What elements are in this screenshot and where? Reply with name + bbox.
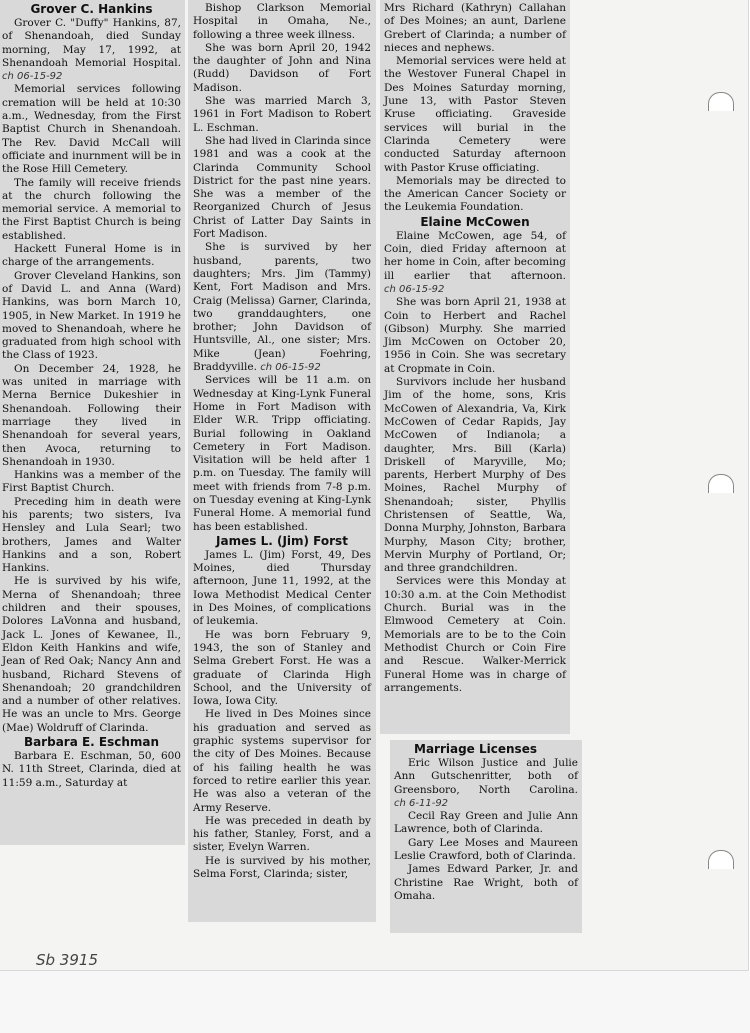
article-paragraph: Mrs Richard (Kathryn) Callahan of Des Moines; an aunt, Darlene Grebert of Clarinda; a number of nieces and nephews. <box>384 2 566 54</box>
handwritten-shelf-mark: Sb 3915 <box>36 951 98 969</box>
obituary-heading: James L. (Jim) Forst <box>216 533 348 548</box>
handwritten-date: ch 06-15-92 <box>2 71 63 83</box>
article-paragraph: He is survived by his mother, Selma Forst, Clarinda; sister, <box>193 854 371 880</box>
license-entry: James Edward Parker, Jr. and Christine Rae Wright, both of Omaha. <box>394 863 578 902</box>
article-paragraph: Grover C. "Duffy" Hankins, 87, of Shenandoah, died Sunday morning, May 17, 1992, at Shenandoah Memorial Hospital. ch 06-15-92 <box>2 17 181 83</box>
obituary-heading: Elaine McCowen <box>420 214 530 229</box>
article-paragraph: He lived in Des Moines since his graduation and served as graphic systems supervisor for the city of Des Moines. Because of his failing health he was forced to retire earlier this year. He was also a veteran of the Army Reserve. <box>193 708 371 814</box>
article-paragraph: Memorial services were held at the Westover Funeral Chapel in Des Moines Saturday morning, June 13, with Pastor Steven Kruse officiating. Graveside services will burial in the Clarinda Cemetery were conducted Saturday afternoon with Pastor Kruse officiating. <box>384 55 566 174</box>
article-paragraph: He was preceded in death by his father, Stanley, Forst, and a sister, Evelyn Warren. <box>193 814 371 854</box>
article-paragraph: Hankins was a member of the First Baptist Church. <box>2 469 181 495</box>
punch-hole <box>708 474 734 493</box>
article-paragraph: She was born April 21, 1938 at Coin to Herbert and Rachel (Gibson) Murphy. She married Jim McCowen on October 20, 1956 in Coin. She was secretary at Cropmate in Coin. <box>384 296 566 375</box>
handwritten-date: ch 06-15-92 <box>260 362 321 374</box>
obituary-heading: Grover C. Hankins <box>30 2 153 16</box>
article-paragraph: She was born April 20, 1942 the daughter of John and Nina (Rudd) Davidson of Fort Madison. <box>193 41 371 94</box>
article-paragraph: James L. (Jim) Forst, 49, Des Moines, died Thursday afternoon, June 11, 1992, at the Iowa Methodist Medical Center in Des Moines, of complications of leukemia. <box>193 548 371 628</box>
article-paragraph: Services will be 11 a.m. on Wednesday at King-Lynk Funeral Home in Fort Madison with Elder W.R. Tripp officiating. Burial following in Oakland Cemetery in Fort Madison. Visitation will be held after 1 p.m. on Tuesday. The family will meet with friends from 7-8 p.m. on Tuesday evening at King-Lynk Funeral Home. A memorial fund has been established. <box>193 374 371 533</box>
article-paragraph: The family will receive friends at the church following the memorial service. A memorial to the First Baptist Church is being established. <box>2 176 181 242</box>
section-heading: Marriage Licenses <box>414 742 537 756</box>
license-entry: Eric Wilson Justice and Julie Ann Gutschenritter, both of Greensboro, North Carolina. ch 6-11-92 <box>394 757 578 809</box>
obituary-heading: Barbara E. Eschman <box>23 735 160 750</box>
clipping-hankins-obituary <box>0 0 185 845</box>
punch-hole <box>708 850 734 869</box>
article-paragraph: Elaine McCowen, age 54, of Coin, died Friday afternoon at her home in Coin, after becoming ill earlier that afternoon. ch 06-15-92 <box>384 229 566 295</box>
article-paragraph: He was born February 9, 1943, the son of Stanley and Selma Grebert Forst. He was a graduate of Clarinda High School, and the University of Iowa, Iowa City. <box>193 628 371 708</box>
article-paragraph: Grover Cleveland Hankins, son of David L. and Anna (Ward) Hankins, was born March 10, 1905, in New Market. In 1919 he moved to Shenandoah, where he graduated from high school with the Class of 1923. <box>2 269 181 362</box>
article-paragraph: She is survived by her husband, parents, two daughters; Mrs. Jim (Tammy) Kent, Fort Madison and Mrs. Craig (Melissa) Garner, Clarinda, two granddaughters, one brother; John Davidson of Huntsville, Al., one sister; Mrs. Mike (Jean) Foehring, Braddyville. ch 06-15-92 <box>193 241 371 374</box>
punch-hole <box>708 92 734 111</box>
article-paragraph: She was married March 3, 1961 in Fort Madison to Robert L. Eschman. <box>193 95 371 134</box>
handwritten-date: ch 6-11-92 <box>394 797 449 809</box>
article-paragraph: Memorials may be directed to the American Cancer Society or the Leukemia Foundation. <box>384 174 566 214</box>
article-paragraph: Preceding him in death were his parents; two sisters, Iva Hensley and Lula Searl; two brothers, James and Walter Hankins and a son, Robert Hankins. <box>2 495 181 575</box>
article-paragraph: On December 24, 1928, he was united in marriage with Merna Bernice Dukeshier in Shenandoah. Following their marriage they lived in Shenandoah for several years, then Avoca, returning to Shenandoah in 1930. <box>2 362 181 468</box>
license-entry: Cecil Ray Green and Julie Ann Lawrence, both of Clarinda. <box>394 810 578 836</box>
article-paragraph: He is survived by his wife, Merna of Shenandoah; three children and their spouses, Dolores LaVonna and husband, Jack L. Jones of Kewanee, Il., Eldon Keith Hankins and wife, Jean of Red Oak; Nancy Ann and husband, Richard Stevens of Shenandoah; 20 grandchildren and a number of other relatives. He was an uncle to Mrs. George (Mae) Woldruff of Clarinda. <box>2 575 181 734</box>
article-paragraph: Services were this Monday at 10:30 a.m. at the Coin Methodist Church. Burial was in the Elmwood Cemetery at Coin. Memorials are to be to the Coin Methodist Church or Coin Fire and Rescue. Walker-Merrick Funeral Home was in charge of arrangements. <box>384 575 566 694</box>
article-paragraph: Memorial services following cremation will be held at 10:30 a.m., Wednesday, from the First Baptist Church in Shenandoah. The Rev. David McCall will officiate and inurnment will be in the Rose Hill Cemetery. <box>2 83 181 176</box>
article-paragraph: Barbara E. Eschman, 50, 600 N. 11th Street, Clarinda, died at 11:59 a.m., Saturday at <box>2 750 181 789</box>
clipping-forst-mccowen <box>380 0 570 734</box>
scan-margin <box>0 971 750 1033</box>
license-entry: Gary Lee Moses and Maureen Leslie Crawford, both of Clarinda. <box>394 836 578 863</box>
article-paragraph: Bishop Clarkson Memorial Hospital in Omaha, Ne., following a three week illness. <box>193 2 371 41</box>
article-paragraph: She had lived in Clarinda since 1981 and was a cook at the Clarinda Community School District for the past nine years. She was a member of the Reorganized Church of Jesus Christ of Latter Day Saints in Fort Madison. <box>193 134 371 241</box>
clipping-eschman-forst <box>188 0 376 922</box>
article-paragraph: Hackett Funeral Home is in charge of the arrangements. <box>2 243 181 269</box>
handwritten-date: ch 06-15-92 <box>384 283 445 295</box>
clipping-marriage-licenses <box>390 740 582 933</box>
article-paragraph: Survivors include her husband Jim of the home, sons, Kris McCowen of Alexandria, Va, Kirk McCowen of Cedar Rapids, Jay McCowen of Indianola; a daughter, Mrs. Bill (Karla) Driskell of Maryville, Mo; parents, Herbert Murphy of Des Moines, Rachel Murphy of Shenandoah; sister, Phyllis Christensen of Seattle, Wa, Donna Murphy, Johnston, Barbara Murphy, Mason City; brother, Mervin Murphy of Portland, Or; and three grandchildren. <box>384 376 566 575</box>
